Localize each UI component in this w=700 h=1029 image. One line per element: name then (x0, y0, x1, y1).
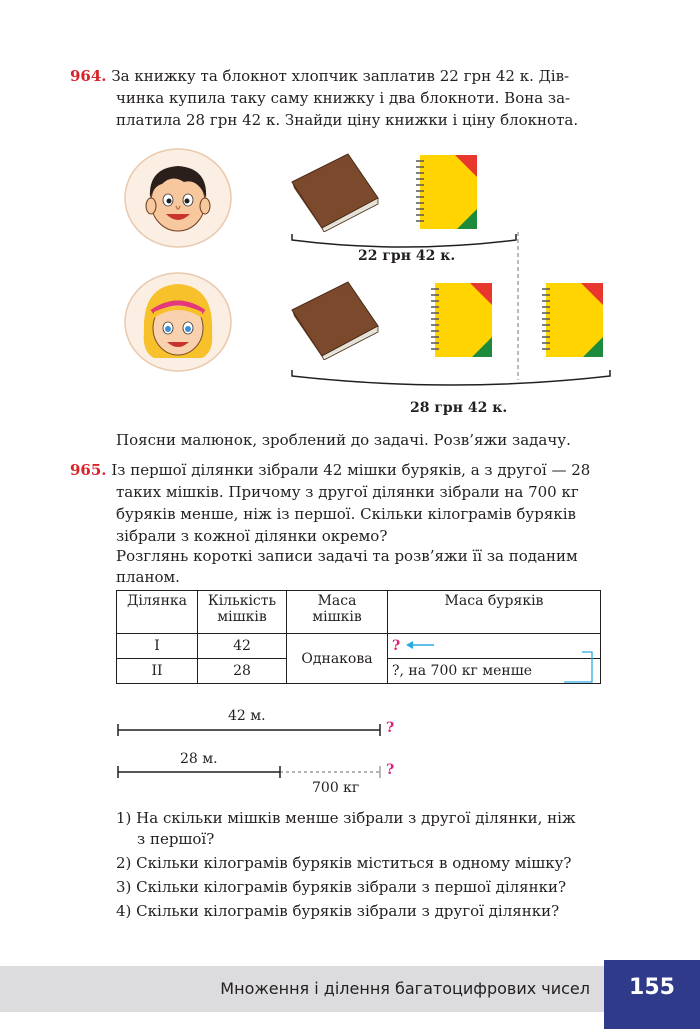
beet-mass-text: ?, на 700 кг менше (392, 663, 533, 679)
question-mark: ? (386, 762, 395, 778)
dashed-divider (514, 232, 524, 382)
chapter-title: Множення і ділення багатоцифрових чисел (220, 979, 590, 998)
notebook-icon (415, 153, 479, 231)
total-brace (288, 368, 618, 392)
question-mark: ? (392, 638, 401, 654)
plan-question: 1) На скільки мішків менше зібрали з другої ділянки, ніж (116, 809, 576, 827)
boy-avatar (122, 148, 234, 248)
bottom-segment-label: 28 м. (180, 751, 218, 767)
top-segment-label: 42 м. (228, 708, 266, 724)
task-number: 965. (70, 461, 107, 479)
girl-total-label: 28 грн 42 к. (410, 400, 508, 416)
task-line: чинка купила таку саму книжку і два блокноти. Вона за- (116, 89, 571, 107)
task-line: За книжку та блокнот хлопчик заплатив 22 грн 42 к. Дів- (111, 67, 570, 85)
task-line: буряків менше, ніж із першої. Скільки кілограмів буряків (116, 505, 576, 523)
task-line: Із першої ділянки зібрали 42 мішки буряків, а з другої — 28 (111, 461, 591, 479)
page-number: 155 (604, 960, 700, 1029)
table-header-row (117, 591, 601, 634)
header-count: Кількість мішків (198, 591, 287, 634)
plan-intro-line: Розглянь короткі записи задачі та розв’яжи її за поданим (116, 547, 578, 565)
header-bag-mass: Маса мішків (287, 591, 388, 634)
task-number: 964. (70, 67, 107, 85)
book-icon (290, 280, 380, 360)
header-beet-mass: Маса буряків (388, 591, 601, 634)
plan-question: 2) Скільки кілограмів буряків міститься в одному мішку? (116, 854, 572, 872)
top-segment (114, 722, 384, 738)
notebook-icon (430, 281, 494, 359)
arrow-left-icon (406, 640, 436, 650)
comparison-bracket (560, 650, 600, 686)
boy-total-label: 22 грн 42 к. (358, 248, 456, 264)
mass-table (116, 590, 601, 684)
cell-bag-mass: Однакова (287, 634, 388, 684)
task-964-text (70, 66, 640, 88)
notebook-icon (541, 281, 605, 359)
cell-plot: II (117, 659, 198, 684)
table-row (117, 634, 601, 659)
cell-count: 28 (198, 659, 287, 684)
plan-intro-line: планом. (116, 568, 180, 586)
task-line: таких мішків. Причому з другої ділянки зібрали на 700 кг (116, 483, 579, 501)
plan-question: 3) Скільки кілограмів буряків зібрали з першої ділянки? (116, 878, 567, 896)
difference-label: 700 кг (312, 780, 360, 796)
task-line: зібрали з кожної ділянки окремо? (116, 527, 388, 545)
header-plot: Ділянка (117, 591, 198, 634)
task-line: платила 28 грн 42 к. Знайди ціну книжки і ціну блокнота. (116, 111, 579, 129)
book-icon (290, 152, 380, 232)
plan-question: з першої? (137, 830, 215, 848)
explain-text: Поясни малюнок, зроблений до задачі. Розв’яжи задачу. (116, 431, 571, 449)
cell-count: 42 (198, 634, 287, 659)
question-mark: ? (386, 720, 395, 736)
task-965-text (70, 460, 640, 482)
bottom-segment (114, 764, 384, 780)
cell-plot: I (117, 634, 198, 659)
girl-avatar (122, 272, 234, 372)
plan-question: 4) Скільки кілограмів буряків зібрали з другої ділянки? (116, 902, 560, 920)
